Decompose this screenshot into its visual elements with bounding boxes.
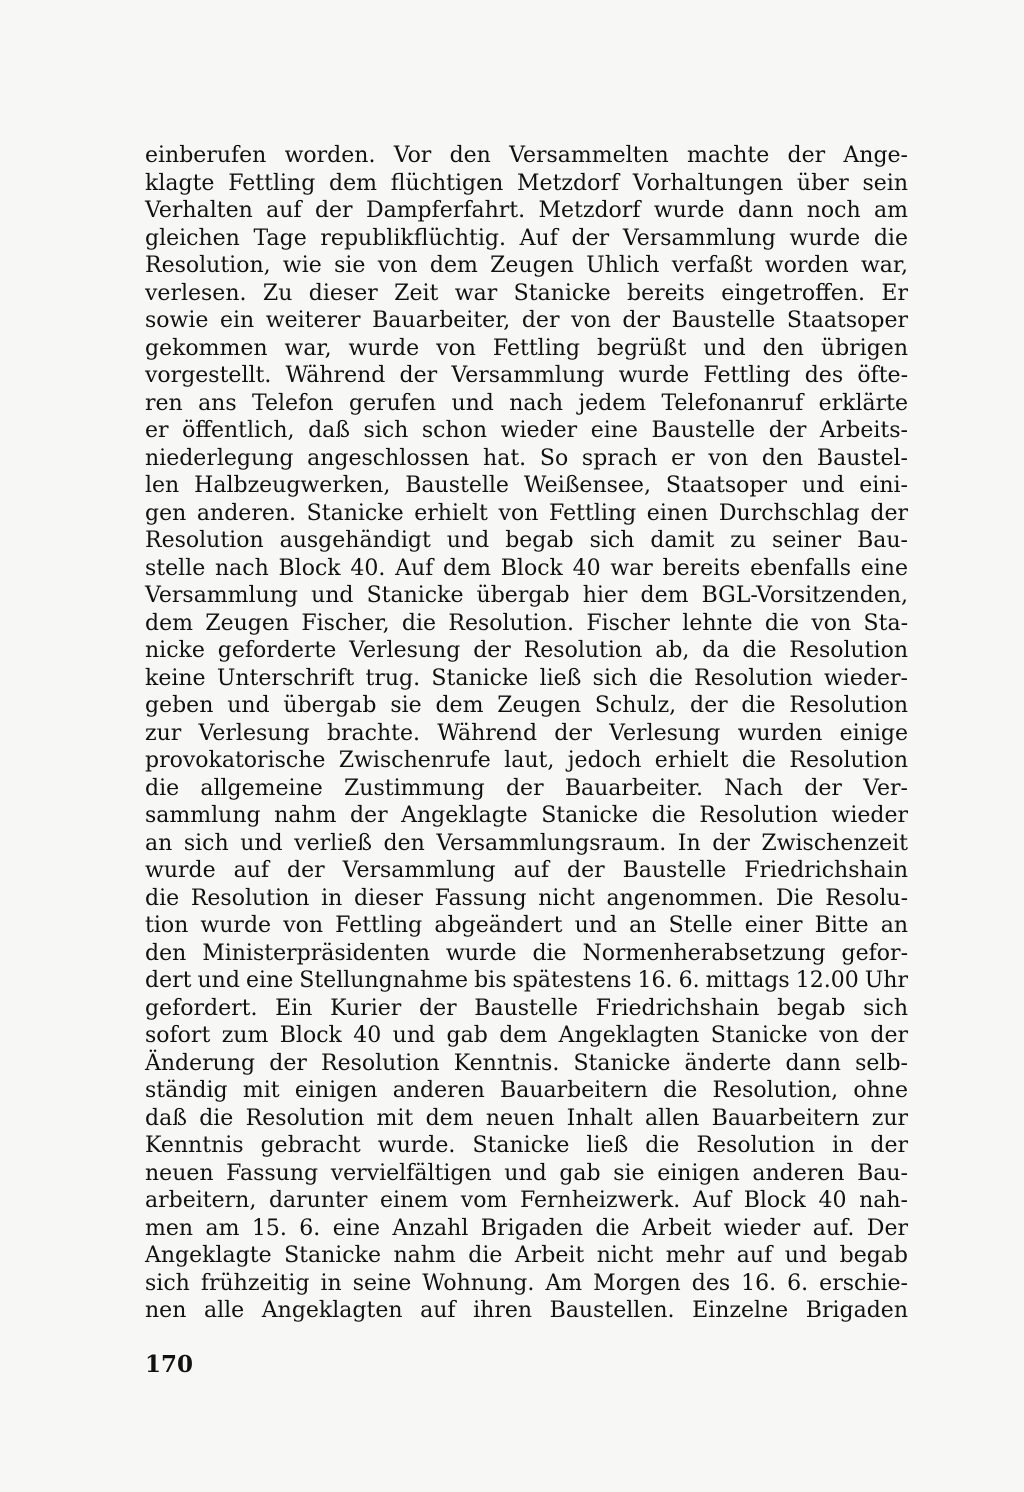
text-line: nen alle Angeklagten auf ihren Baustellen. Einzelne Brigaden [145,1298,908,1323]
text-line: verlesen. Zu dieser Zeit war Stanicke bereits eingetroffen. Er [145,280,908,306]
text-line: zur Verlesung brachte. Während der Verlesung wurden einige [145,720,908,746]
text-line: Versammlung und Stanicke übergab hier dem BGL-Vorsitzenden, [145,583,908,608]
body-text [145,142,908,1325]
text-line: niederlegung angeschlossen hat. So sprach er von den Baustel- [145,445,908,471]
text-line: sich frühzeitig in seine Wohnung. Am Morgen des 16. 6. erschie- [145,1270,908,1296]
text-line: einberufen worden. Vor den Versammelten machte der Ange- [145,143,908,168]
text-line: sammlung nahm der Angeklagte Stanicke die Resolution wieder [145,803,908,828]
text-line: Angeklagte Stanicke nahm die Arbeit nicht mehr auf und begab [145,1243,908,1268]
text-line: tion wurde von Fettling abgeändert und an Stelle einer Bitte an [145,913,908,938]
text-line: geben und übergab sie dem Zeugen Schulz, der die Resolution [145,693,908,718]
text-line: gekommen war, wurde von Fettling begrüßt und den übrigen [145,335,908,361]
text-line: dert und eine Stellungnahme bis spätestens 16. 6. mittags 12.00 Uhr [145,968,908,993]
text-line: ren ans Telefon gerufen und nach jedem Telefonanruf erklärte [145,390,908,416]
text-line: gen anderen. Stanicke erhielt von Fettling einen Durchschlag der [145,500,908,526]
page-number: 170 [145,1351,194,1378]
text-line: sowie ein weiterer Bauarbeiter, der von der Baustelle Staatsoper [145,308,908,333]
text-line: Resolution ausgehändigt und begab sich damit zu seiner Bau- [145,528,908,553]
text-line: den Ministerpräsidenten wurde die Normenherabsetzung gefor- [145,940,908,966]
text-line: gefordert. Ein Kurier der Baustelle Friedrichshain begab sich [145,995,908,1021]
text-line: die allgemeine Zustimmung der Bauarbeiter. Nach der Ver- [145,775,908,801]
text-line: Resolution, wie sie von dem Zeugen Uhlich verfaßt worden war, [145,253,908,278]
text-line: gleichen Tage republikflüchtig. Auf der Versammlung wurde die [145,225,908,251]
text-line: keine Unterschrift trug. Stanicke ließ sich die Resolution wieder- [145,665,908,691]
text-line: provokatorische Zwischenrufe laut, jedoch erhielt die Resolution [145,748,908,773]
text-line: wurde auf der Versammlung auf der Baustelle Friedrichshain [145,858,908,883]
text-line: stelle nach Block 40. Auf dem Block 40 war bereits ebenfalls eine [145,555,908,581]
text-line: die Resolution in dieser Fassung nicht angenommen. Die Resolu- [145,885,908,911]
text-line: ständig mit einigen anderen Bauarbeitern die Resolution, ohne [145,1078,908,1103]
text-line: klagte Fettling dem flüchtigen Metzdorf Vorhaltungen über sein [145,170,908,196]
text-line: Änderung der Resolution Kenntnis. Stanicke änderte dann selb- [145,1050,908,1076]
text-line: Verhalten auf der Dampferfahrt. Metzdorf wurde dann noch am [145,198,908,223]
text-line: Kenntnis gebracht wurde. Stanicke ließ die Resolution in der [145,1133,908,1158]
text-line: men am 15. 6. eine Anzahl Brigaden die Arbeit wieder auf. Der [145,1215,908,1241]
text-line: len Halbzeugwerken, Baustelle Weißensee, Staatsoper und eini- [145,473,908,498]
text-line: daß die Resolution mit dem neuen Inhalt allen Bauarbeitern zur [145,1105,908,1131]
text-line: dem Zeugen Fischer, die Resolution. Fischer lehnte die von Sta- [145,610,908,636]
text-line: vorgestellt. Während der Versammlung wurde Fettling des öfte- [145,363,908,388]
text-line: sofort zum Block 40 und gab dem Angeklagten Stanicke von der [145,1023,908,1048]
text-line: an sich und verließ den Versammlungsraum. In der Zwischenzeit [145,830,908,856]
text-line: arbeitern, darunter einem vom Fernheizwerk. Auf Block 40 nah- [145,1188,908,1213]
text-line: neuen Fassung vervielfältigen und gab sie einigen anderen Bau- [145,1160,908,1186]
text-line: er öffentlich, daß sich schon wieder eine Baustelle der Arbeits- [145,418,908,443]
text-line: nicke geforderte Verlesung der Resolution ab, da die Resolution [145,638,908,663]
